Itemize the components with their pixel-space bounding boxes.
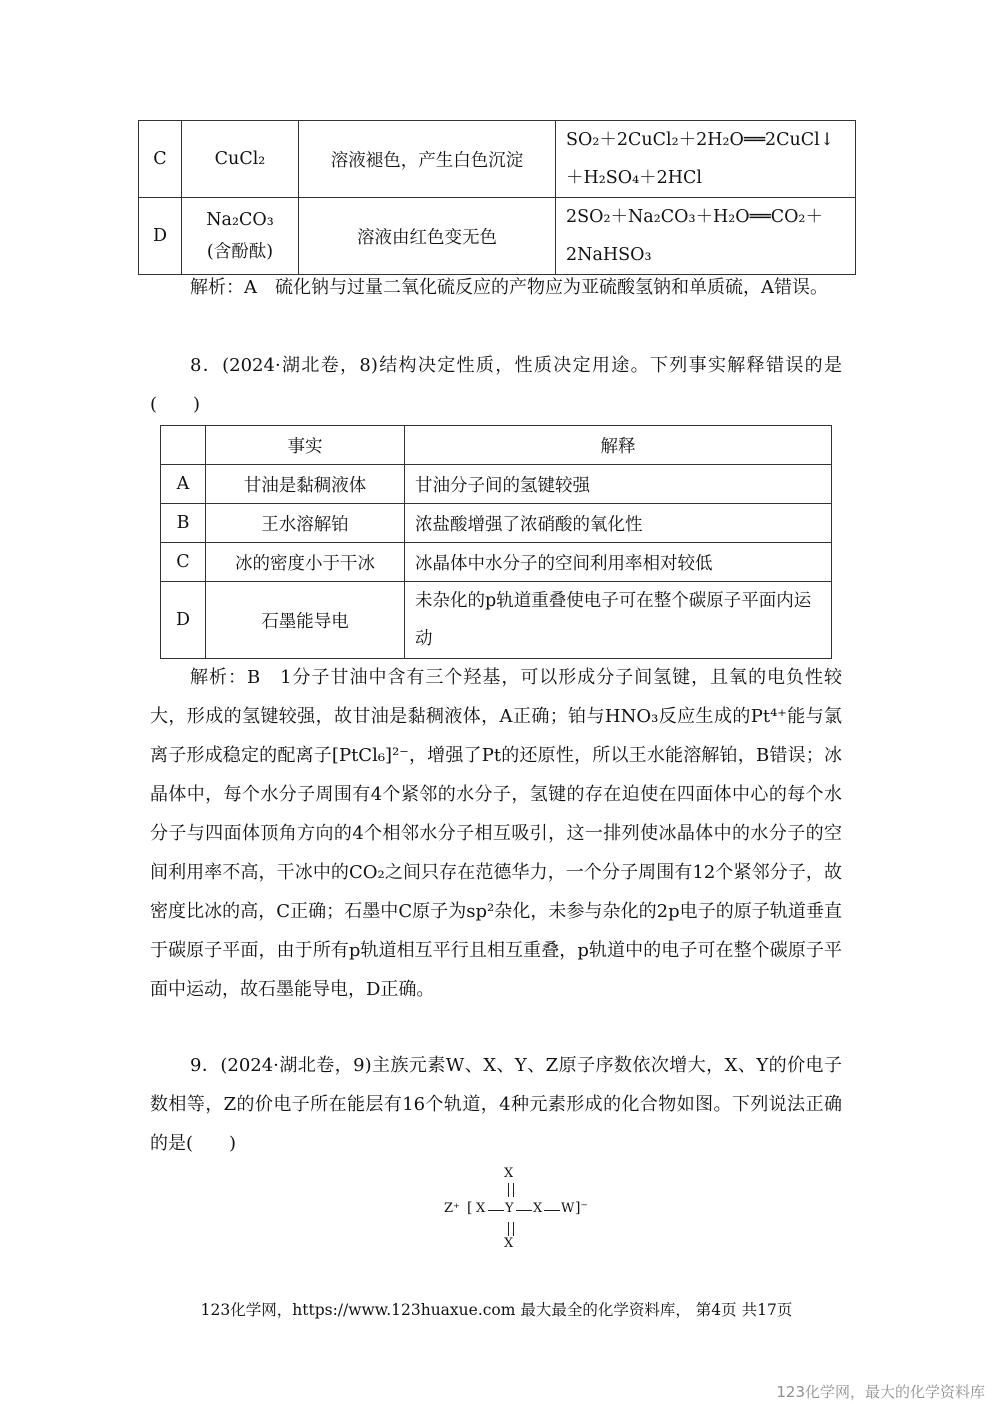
table-row bbox=[139, 198, 856, 275]
equation-cell bbox=[556, 198, 856, 275]
reagent-cell: CuCl₂ bbox=[182, 121, 299, 198]
header-explain: 解释 bbox=[405, 426, 832, 465]
reagent-cell bbox=[182, 198, 299, 275]
reagent-note: (含酚酞) bbox=[206, 242, 274, 262]
table-header-row bbox=[161, 426, 832, 465]
explain-cell: 未杂化的p轨道重叠使电子可在整个碳原子平面内运动 bbox=[405, 582, 832, 659]
fact-cell: 甘油是黏稠液体 bbox=[206, 465, 405, 504]
page-footer: 123化学网，https://www.123huaxue.com 最大最全的化学资料库， 第4页 共17页 bbox=[200, 1301, 793, 1319]
double-bond-bottom bbox=[508, 1222, 514, 1236]
reagent-name: Na₂CO₃ bbox=[206, 210, 274, 230]
option-cell: D bbox=[161, 582, 206, 659]
atom-y: Y bbox=[505, 1201, 514, 1216]
bracket-left: [ bbox=[467, 1200, 473, 1216]
fact-cell: 王水溶解铂 bbox=[206, 504, 405, 543]
option-cell: B bbox=[161, 504, 206, 543]
question-8-stem: 8．(2024·湖北卷，8)结构决定性质，性质决定用途。下列事实解释错误的是( ) bbox=[150, 355, 842, 415]
analysis-q8: 解析：B 1分子甘油中含有三个羟基，可以形成分子间氢键，且氧的电负性较大，形成的氢键较强，故甘油是黏稠液体，A正确；铂与HNO₃反应生成的Pt⁴⁺能与氯离子形成稳定的配离子[PtCl₆]²⁻，增强了Pt的还原性，所以王水能溶解铂，B错误；冰晶体中，每个水分子周围有4个紧邻的水分子，氢键的存在迫使在四面体中心的每个水分子与四面体顶角方向的4个相邻水分子相互吸引，这一排列使冰晶体中的水分子的空间利用率不高，干冰中的CO₂之间只存在范德华力，一个分子周围有12个紧邻分子，故密度比冰的高，C正确；石墨中C原子为sp²杂化，未参与杂化的2p电子的原子轨道垂直于碳原子平面，由于所有p轨道相互平行且相互重叠，p轨道中的电子可在整个碳原子平面中运动，故石墨能导电，D正确。 bbox=[150, 667, 842, 1000]
cation-z: Z⁺ bbox=[444, 1201, 460, 1216]
table-row bbox=[161, 582, 832, 659]
table-row bbox=[161, 465, 832, 504]
bracket-right: ]⁻ bbox=[575, 1200, 588, 1216]
atom-w: W bbox=[561, 1201, 575, 1216]
fact-cell: 石墨能导电 bbox=[206, 582, 405, 659]
option-cell: C bbox=[161, 543, 206, 582]
table-row bbox=[161, 504, 832, 543]
explain-cell: 冰晶体中水分子的空间利用率相对较低 bbox=[405, 543, 832, 582]
double-bond-top bbox=[508, 1183, 514, 1197]
option-cell: C bbox=[139, 121, 182, 198]
table-row bbox=[161, 543, 832, 582]
option-cell: D bbox=[139, 198, 182, 275]
table-row bbox=[139, 121, 856, 198]
option-cell: A bbox=[161, 465, 206, 504]
question-9-stem: 9．(2024·湖北卷，9)主族元素W、X、Y、Z原子序数依次增大，X、Y的价电子数相等，Z的价电子所在能层有16个轨道，4种元素形成的化合物如图。下列说法正确的是( ) bbox=[150, 1055, 842, 1154]
equation-line: ＋H₂SO₄＋2HCl bbox=[566, 168, 703, 188]
analysis-q7: 解析：A 硫化钠与过量二氧化硫反应的产物应为亚硫酸氢钠和单质硫，A错误。 bbox=[190, 277, 828, 298]
watermark: 123化学网，最大的化学资料库 bbox=[776, 1383, 985, 1401]
header-fact: 事实 bbox=[206, 426, 405, 465]
header-empty bbox=[161, 426, 206, 465]
phenomenon-cell: 溶液褪色，产生白色沉淀 bbox=[299, 121, 556, 198]
equation-line: 2SO₂＋Na₂CO₃＋H₂O══CO₂＋ bbox=[566, 207, 823, 227]
bond-yx bbox=[516, 1210, 532, 1211]
explain-cell: 甘油分子间的氢键较强 bbox=[405, 465, 832, 504]
atom-x-left: X bbox=[476, 1201, 486, 1216]
explain-cell: 浓盐酸增强了浓硝酸的氧化性 bbox=[405, 504, 832, 543]
reaction-table bbox=[138, 120, 856, 275]
fact-cell: 冰的密度小于干冰 bbox=[206, 543, 405, 582]
atom-x-top: X bbox=[504, 1166, 514, 1181]
equation-line: SO₂＋2CuCl₂＋2H₂O══2CuCl↓ bbox=[566, 130, 835, 150]
phenomenon-cell: 溶液由红色变无色 bbox=[299, 198, 556, 275]
equation-cell bbox=[556, 121, 856, 198]
bond-xy bbox=[488, 1210, 504, 1211]
atom-x-bottom: X bbox=[504, 1236, 514, 1251]
structure-diagram bbox=[440, 1166, 600, 1256]
equation-line: 2NaHSO₃ bbox=[566, 245, 652, 265]
atom-x-right: X bbox=[533, 1201, 543, 1216]
facts-table bbox=[160, 425, 832, 659]
bond-xw bbox=[544, 1210, 560, 1211]
